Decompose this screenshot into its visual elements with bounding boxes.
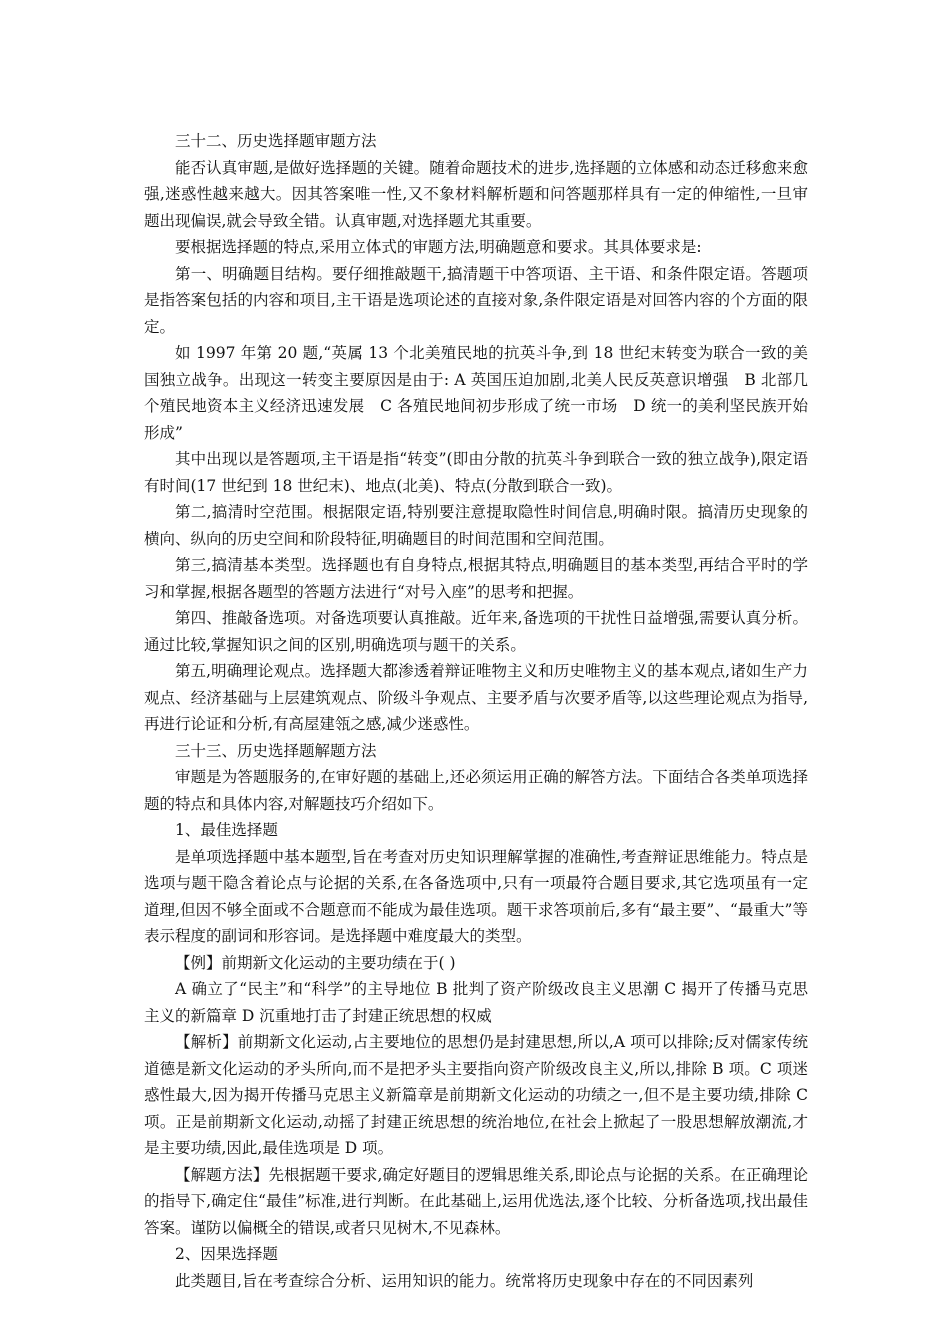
paragraph: 能否认真审题,是做好选择题的关键。随着命题技术的进步,选择题的立体感和动态迁移愈来愈强,迷惑性越来越大。因其答案唯一性,又不象材料解析题和问答题那样具有一定的伸缩性,一旦审题出现偏误,就会导致全错。认真审题,对选择题尤其重要。 [144, 158, 808, 230]
paragraph: 第五,明确理论观点。选择题大都渗透着辩证唯物主义和历史唯物主义的基本观点,诸如生产力观点、经济基础与上层建筑观点、阶级斗争观点、主要矛盾与次要矛盾等,以这些理论观点为指导,再进行论证和分析,有高屋建瓴之感,减少迷惑性。 [144, 662, 808, 733]
paragraph: 第一、明确题目结构。要仔细推敲题干,搞清题干中答项语、主干语、和条件限定语。答题项是指答案包括的内容和项目,主干语是选项论述的直接对象,条件限定语是对回答内容的个方面的限定。 [144, 264, 808, 336]
paragraph: 第三,搞清基本类型。选择题也有自身特点,根据其特点,明确题目的基本类型,再结合平时的学习和掌握,根据各题型的答题方法进行“对号入座”的思考和把握。 [144, 556, 808, 601]
paragraph: 第二,搞清时空范围。根据限定语,特别要注意提取隐性时间信息,明确时限。搞清历史现象的横向、纵向的历史空间和阶段特征,明确题目的时间范围和空间范围。 [144, 503, 808, 548]
subheading-best-choice: 1、最佳选择题 [175, 821, 278, 839]
document-body [144, 128, 808, 1294]
section-heading-32: 三十二、历史选择题审题方法 [175, 132, 377, 150]
solving-method: 【解题方法】先根据题干要求,确定好题目的逻辑思维关系,即论点与论据的关系。在正确理论的指导下,确定住“最佳”标准,进行判断。在此基础上,运用优选法,逐个比较、分析备选项,找出最佳答案。谨防以偏概全的错误,或者只见树木,不见森林。 [144, 1165, 808, 1237]
paragraph: 第四、推敲备选项。对备选项要认真推敲。近年来,备选项的干扰性日益增强,需要认真分析。通过比较,掌握知识之间的区别,明确选项与题干的关系。 [144, 609, 808, 654]
example-question: 【例】前期新文化运动的主要功绩在于( ) [175, 953, 456, 972]
paragraph: 如 1997 年第 20 题,“英属 13 个北美殖民地的抗英斗争,到 18 世纪末转变为联合一致的美国独立战争。出现这一转变主要原因是由于: A 英国压迫加剧,北美人民反英意识增强 B 北部几个殖民地资本主义经济迅速发展 C 各殖民地间初步形成了统一市场 D 统一的美利坚民族开始形成” [144, 344, 808, 442]
paragraph: 审题是为答题服务的,在审好题的基础上,还必须运用正确的解答方法。下面结合各类单项选择题的特点和具体内容,对解题技巧介绍如下。 [144, 768, 808, 813]
paragraph: 是单项选择题中基本题型,旨在考查对历史知识理解掌握的准确性,考查辩证思维能力。特点是选项与题干隐含着论点与论据的关系,在各备选项中,只有一项最符合题目要求,其它选项虽有一定道理,但因不够全面或不合题意而不能成为最佳选项。题干求答项前后,多有“最主要”、“最重大”等表示程度的副词和形容词。是选择题中难度最大的类型。 [144, 847, 808, 945]
example-options: A 确立了“民主”和“科学”的主导地位 B 批判了资产阶级改良主义思潮 C 揭开了传播马克思主义的新篇章 D 沉重地打击了封建正统思想的权威 [144, 980, 808, 1025]
subheading-cause-effect: 2、因果选择题 [175, 1245, 278, 1263]
paragraph: 其中出现以是答题项,主干语是指“转变”(即由分散的抗英斗争到联合一致的独立战争),限定语有时间(17 世纪到 18 世纪末)、地点(北美)、特点(分散到联合一致)。 [144, 450, 808, 495]
example-analysis: 【解析】前期新文化运动,占主要地位的思想仍是封建思想,所以,A 项可以排除;反对儒家传统道德是新文化运动的矛头所向,而不是把矛头主要指向资产阶级改良主义,所以,排除 B 项。C 项迷惑性最大,因为揭开传播马克思主义新篇章是前期新文化运动的功绩之一,但不是主要功绩,排除 C 项。正是前期新文化运动,动摇了封建正统思想的统治地位,在社会上掀起了一股思想解放潮流,才是主要功绩,因此,最佳选项是 D 项。 [144, 1033, 808, 1157]
paragraph: 要根据选择题的特点,采用立体式的审题方法,明确题意和要求。其具体要求是: [175, 238, 702, 256]
section-heading-33: 三十三、历史选择题解题方法 [175, 741, 377, 760]
paragraph: 此类题目,旨在考查综合分析、运用知识的能力。统常将历史现象中存在的不同因素列 [175, 1271, 754, 1290]
